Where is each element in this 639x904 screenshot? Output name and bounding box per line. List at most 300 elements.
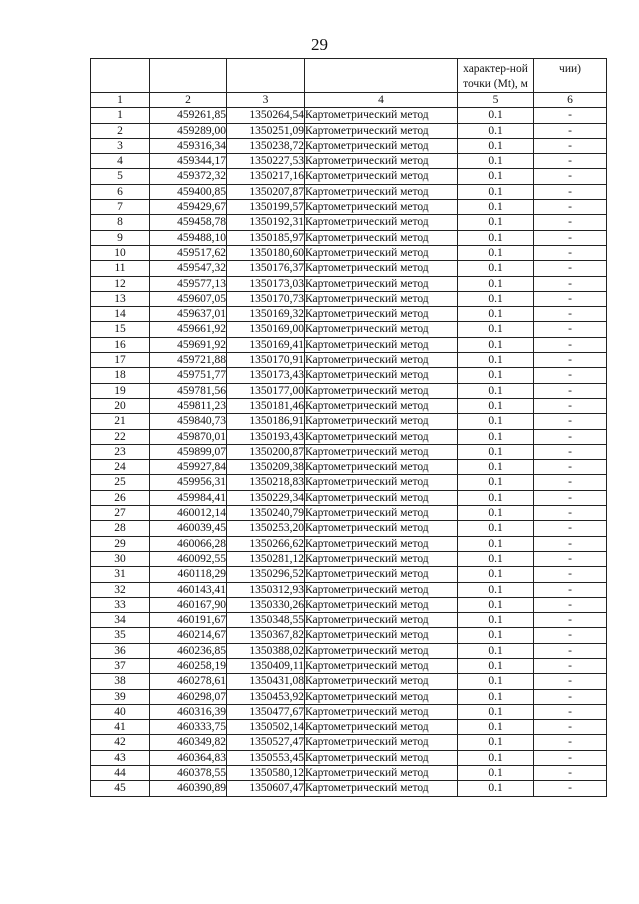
table-row	[91, 245, 607, 260]
point-number-cell: 33	[91, 597, 150, 612]
table-row	[91, 398, 607, 413]
point-number-cell: 44	[91, 766, 150, 781]
coordinate-y-cell: 1350251,09	[227, 123, 305, 138]
coordinate-x-cell: 460191,67	[150, 613, 227, 628]
method-cell: Картометрический метод	[305, 720, 458, 735]
header-cell-1	[91, 59, 150, 93]
method-cell: Картометрический метод	[305, 414, 458, 429]
coordinate-x-cell: 459517,62	[150, 245, 227, 260]
method-cell: Картометрический метод	[305, 506, 458, 521]
coordinate-y-cell: 1350170,73	[227, 291, 305, 306]
accuracy-cell: 0.1	[458, 368, 534, 383]
accuracy-cell: 0.1	[458, 383, 534, 398]
note-cell: -	[534, 307, 607, 322]
note-cell: -	[534, 123, 607, 138]
point-number-cell: 31	[91, 567, 150, 582]
point-number-cell: 21	[91, 414, 150, 429]
note-cell: -	[534, 368, 607, 383]
point-number-cell: 39	[91, 689, 150, 704]
method-cell: Картометрический метод	[305, 689, 458, 704]
coordinate-x-cell: 460378,55	[150, 766, 227, 781]
note-cell: -	[534, 689, 607, 704]
note-cell: -	[534, 261, 607, 276]
note-cell: -	[534, 781, 607, 796]
method-cell: Картометрический метод	[305, 200, 458, 215]
accuracy-cell: 0.1	[458, 735, 534, 750]
method-cell: Картометрический метод	[305, 138, 458, 153]
accuracy-cell: 0.1	[458, 215, 534, 230]
coordinate-x-cell: 459429,67	[150, 200, 227, 215]
coordinate-x-cell: 460236,85	[150, 643, 227, 658]
coordinate-y-cell: 1350527,47	[227, 735, 305, 750]
coordinate-y-cell: 1350186,91	[227, 414, 305, 429]
accuracy-cell: 0.1	[458, 291, 534, 306]
coordinate-y-cell: 1350580,12	[227, 766, 305, 781]
header-cell-3	[227, 59, 305, 93]
note-cell: -	[534, 506, 607, 521]
coordinate-y-cell: 1350218,83	[227, 475, 305, 490]
header-cell-5: характер-ной точки (Mt), м	[458, 59, 534, 93]
header-cell-6: чии)	[534, 59, 607, 93]
table-row	[91, 123, 607, 138]
accuracy-cell: 0.1	[458, 200, 534, 215]
method-cell: Картометрический метод	[305, 490, 458, 505]
point-number-cell: 18	[91, 368, 150, 383]
coordinate-x-cell: 459458,78	[150, 215, 227, 230]
coordinate-y-cell: 1350169,41	[227, 337, 305, 352]
note-cell: -	[534, 215, 607, 230]
table-row	[91, 215, 607, 230]
coordinate-x-cell: 460143,41	[150, 582, 227, 597]
accuracy-cell: 0.1	[458, 506, 534, 521]
coordinate-y-cell: 1350173,03	[227, 276, 305, 291]
note-cell: -	[534, 154, 607, 169]
point-number-cell: 7	[91, 200, 150, 215]
coordinate-y-cell: 1350227,53	[227, 154, 305, 169]
table-row	[91, 781, 607, 796]
coordinate-x-cell: 459547,32	[150, 261, 227, 276]
accuracy-cell: 0.1	[458, 169, 534, 184]
point-number-cell: 5	[91, 169, 150, 184]
method-cell: Картометрический метод	[305, 460, 458, 475]
coordinate-y-cell: 1350330,26	[227, 597, 305, 612]
note-cell: -	[534, 597, 607, 612]
point-number-cell: 14	[91, 307, 150, 322]
method-cell: Картометрический метод	[305, 766, 458, 781]
accuracy-cell: 0.1	[458, 567, 534, 582]
note-cell: -	[534, 674, 607, 689]
accuracy-cell: 0.1	[458, 658, 534, 673]
point-number-cell: 38	[91, 674, 150, 689]
accuracy-cell: 0.1	[458, 398, 534, 413]
note-cell: -	[534, 138, 607, 153]
accuracy-cell: 0.1	[458, 582, 534, 597]
table-row	[91, 720, 607, 735]
accuracy-cell: 0.1	[458, 490, 534, 505]
accuracy-cell: 0.1	[458, 307, 534, 322]
method-cell: Картометрический метод	[305, 245, 458, 260]
point-number-cell: 17	[91, 353, 150, 368]
coordinate-x-cell: 460167,90	[150, 597, 227, 612]
table-row	[91, 567, 607, 582]
coordinate-x-cell: 460012,14	[150, 506, 227, 521]
point-number-cell: 29	[91, 536, 150, 551]
table-row	[91, 704, 607, 719]
point-number-cell: 26	[91, 490, 150, 505]
method-cell: Картометрический метод	[305, 383, 458, 398]
coordinate-y-cell: 1350296,52	[227, 567, 305, 582]
accuracy-cell: 0.1	[458, 750, 534, 765]
point-number-cell: 4	[91, 154, 150, 169]
accuracy-cell: 0.1	[458, 261, 534, 276]
coordinate-y-cell: 1350180,60	[227, 245, 305, 260]
accuracy-cell: 0.1	[458, 781, 534, 796]
table-row	[91, 444, 607, 459]
point-number-cell: 45	[91, 781, 150, 796]
accuracy-cell: 0.1	[458, 154, 534, 169]
accuracy-cell: 0.1	[458, 720, 534, 735]
accuracy-cell: 0.1	[458, 414, 534, 429]
column-number-row	[91, 93, 607, 108]
point-number-cell: 28	[91, 521, 150, 536]
table-row	[91, 506, 607, 521]
method-cell: Картометрический метод	[305, 154, 458, 169]
column-number: 4	[305, 93, 458, 108]
method-cell: Картометрический метод	[305, 276, 458, 291]
page-number: 29	[311, 35, 328, 54]
note-cell: -	[534, 720, 607, 735]
method-cell: Картометрический метод	[305, 597, 458, 612]
point-number-cell: 41	[91, 720, 150, 735]
coordinate-y-cell: 1350217,16	[227, 169, 305, 184]
table-row	[91, 383, 607, 398]
note-cell: -	[534, 613, 607, 628]
coordinate-x-cell: 460258,19	[150, 658, 227, 673]
coordinate-x-cell: 459781,56	[150, 383, 227, 398]
accuracy-cell: 0.1	[458, 613, 534, 628]
coordinate-x-cell: 459637,01	[150, 307, 227, 322]
table-row	[91, 154, 607, 169]
coordinate-x-cell: 460092,55	[150, 551, 227, 566]
note-cell: -	[534, 475, 607, 490]
note-cell: -	[534, 444, 607, 459]
coordinate-y-cell: 1350431,08	[227, 674, 305, 689]
coordinate-y-cell: 1350453,92	[227, 689, 305, 704]
method-cell: Картометрический метод	[305, 322, 458, 337]
coordinate-y-cell: 1350181,46	[227, 398, 305, 413]
note-cell: -	[534, 582, 607, 597]
coordinate-x-cell: 459488,10	[150, 230, 227, 245]
coordinate-x-cell: 459721,88	[150, 353, 227, 368]
table-row	[91, 597, 607, 612]
coordinate-x-cell: 460349,82	[150, 735, 227, 750]
accuracy-cell: 0.1	[458, 337, 534, 352]
method-cell: Картометрический метод	[305, 184, 458, 199]
note-cell: -	[534, 429, 607, 444]
coordinate-y-cell: 1350240,79	[227, 506, 305, 521]
method-cell: Картометрический метод	[305, 444, 458, 459]
table-row	[91, 735, 607, 750]
method-cell: Картометрический метод	[305, 781, 458, 796]
coordinate-x-cell: 459691,92	[150, 337, 227, 352]
header-cell-4	[305, 59, 458, 93]
method-cell: Картометрический метод	[305, 551, 458, 566]
method-cell: Картометрический метод	[305, 307, 458, 322]
accuracy-cell: 0.1	[458, 108, 534, 123]
coordinate-x-cell: 459661,92	[150, 322, 227, 337]
note-cell: -	[534, 337, 607, 352]
accuracy-cell: 0.1	[458, 674, 534, 689]
note-cell: -	[534, 398, 607, 413]
table-row	[91, 184, 607, 199]
method-cell: Картометрический метод	[305, 536, 458, 551]
method-cell: Картометрический метод	[305, 337, 458, 352]
note-cell: -	[534, 704, 607, 719]
point-number-cell: 19	[91, 383, 150, 398]
coordinate-y-cell: 1350348,55	[227, 613, 305, 628]
column-number: 5	[458, 93, 534, 108]
method-cell: Картометрический метод	[305, 475, 458, 490]
note-cell: -	[534, 414, 607, 429]
coordinate-y-cell: 1350199,57	[227, 200, 305, 215]
point-number-cell: 3	[91, 138, 150, 153]
accuracy-cell: 0.1	[458, 628, 534, 643]
note-cell: -	[534, 108, 607, 123]
table-row	[91, 108, 607, 123]
table-row	[91, 536, 607, 551]
point-number-cell: 35	[91, 628, 150, 643]
point-number-cell: 6	[91, 184, 150, 199]
coordinate-x-cell: 459577,13	[150, 276, 227, 291]
coordinate-x-cell: 459316,34	[150, 138, 227, 153]
table-row	[91, 475, 607, 490]
method-cell: Картометрический метод	[305, 613, 458, 628]
table-row	[91, 689, 607, 704]
point-number-cell: 27	[91, 506, 150, 521]
coordinate-x-cell: 460066,28	[150, 536, 227, 551]
coordinate-x-cell: 459372,32	[150, 169, 227, 184]
coordinate-y-cell: 1350312,93	[227, 582, 305, 597]
point-number-cell: 40	[91, 704, 150, 719]
coordinate-x-cell: 460278,61	[150, 674, 227, 689]
accuracy-cell: 0.1	[458, 184, 534, 199]
table-row	[91, 766, 607, 781]
coordinate-y-cell: 1350388,02	[227, 643, 305, 658]
coordinate-x-cell: 460214,67	[150, 628, 227, 643]
coordinate-y-cell: 1350200,87	[227, 444, 305, 459]
note-cell: -	[534, 490, 607, 505]
column-number: 2	[150, 93, 227, 108]
coordinate-y-cell: 1350185,97	[227, 230, 305, 245]
table-row	[91, 200, 607, 215]
note-cell: -	[534, 383, 607, 398]
coordinate-y-cell: 1350607,47	[227, 781, 305, 796]
note-cell: -	[534, 628, 607, 643]
note-cell: -	[534, 735, 607, 750]
method-cell: Картометрический метод	[305, 628, 458, 643]
point-number-cell: 43	[91, 750, 150, 765]
note-cell: -	[534, 184, 607, 199]
header-cell-2	[150, 59, 227, 93]
accuracy-cell: 0.1	[458, 475, 534, 490]
method-cell: Картометрический метод	[305, 643, 458, 658]
point-number-cell: 37	[91, 658, 150, 673]
accuracy-cell: 0.1	[458, 766, 534, 781]
method-cell: Картометрический метод	[305, 353, 458, 368]
note-cell: -	[534, 750, 607, 765]
method-cell: Картометрический метод	[305, 735, 458, 750]
coordinate-y-cell: 1350477,67	[227, 704, 305, 719]
accuracy-cell: 0.1	[458, 704, 534, 719]
point-number-cell: 13	[91, 291, 150, 306]
method-cell: Картометрический метод	[305, 429, 458, 444]
coordinate-x-cell: 459811,23	[150, 398, 227, 413]
method-cell: Картометрический метод	[305, 291, 458, 306]
note-cell: -	[534, 567, 607, 582]
table-row	[91, 582, 607, 597]
coordinate-y-cell: 1350170,91	[227, 353, 305, 368]
coordinate-x-cell: 459870,01	[150, 429, 227, 444]
note-cell: -	[534, 291, 607, 306]
coordinate-x-cell: 459956,31	[150, 475, 227, 490]
coordinate-x-cell: 459984,41	[150, 490, 227, 505]
coordinate-y-cell: 1350264,54	[227, 108, 305, 123]
point-number-cell: 36	[91, 643, 150, 658]
accuracy-cell: 0.1	[458, 689, 534, 704]
coordinate-x-cell: 459927,84	[150, 460, 227, 475]
coordinate-x-cell: 459400,85	[150, 184, 227, 199]
accuracy-cell: 0.1	[458, 597, 534, 612]
point-number-cell: 24	[91, 460, 150, 475]
method-cell: Картометрический метод	[305, 674, 458, 689]
table-row	[91, 643, 607, 658]
coordinate-x-cell: 459607,05	[150, 291, 227, 306]
table-row	[91, 169, 607, 184]
method-cell: Картометрический метод	[305, 123, 458, 138]
coordinate-y-cell: 1350193,43	[227, 429, 305, 444]
table-row	[91, 276, 607, 291]
coordinate-x-cell: 459261,85	[150, 108, 227, 123]
accuracy-cell: 0.1	[458, 353, 534, 368]
coordinate-y-cell: 1350253,20	[227, 521, 305, 536]
method-cell: Картометрический метод	[305, 230, 458, 245]
table-row	[91, 460, 607, 475]
accuracy-cell: 0.1	[458, 123, 534, 138]
point-number-cell: 8	[91, 215, 150, 230]
accuracy-cell: 0.1	[458, 536, 534, 551]
table-row	[91, 628, 607, 643]
note-cell: -	[534, 322, 607, 337]
method-cell: Картометрический метод	[305, 704, 458, 719]
table-row	[91, 307, 607, 322]
point-number-cell: 25	[91, 475, 150, 490]
coordinate-x-cell: 459840,73	[150, 414, 227, 429]
column-number: 1	[91, 93, 150, 108]
accuracy-cell: 0.1	[458, 444, 534, 459]
note-cell: -	[534, 245, 607, 260]
accuracy-cell: 0.1	[458, 429, 534, 444]
method-cell: Картометрический метод	[305, 261, 458, 276]
table-row	[91, 551, 607, 566]
table-row	[91, 521, 607, 536]
coordinate-x-cell: 459344,17	[150, 154, 227, 169]
coordinate-y-cell: 1350281,12	[227, 551, 305, 566]
coordinate-x-cell: 460298,07	[150, 689, 227, 704]
table-row	[91, 674, 607, 689]
point-number-cell: 22	[91, 429, 150, 444]
table-row	[91, 337, 607, 352]
coordinate-y-cell: 1350192,31	[227, 215, 305, 230]
note-cell: -	[534, 521, 607, 536]
note-cell: -	[534, 536, 607, 551]
coordinate-y-cell: 1350553,45	[227, 750, 305, 765]
table-row	[91, 261, 607, 276]
method-cell: Картометрический метод	[305, 398, 458, 413]
accuracy-cell: 0.1	[458, 551, 534, 566]
point-number-cell: 11	[91, 261, 150, 276]
coordinate-x-cell: 459289,00	[150, 123, 227, 138]
coordinate-x-cell: 460118,29	[150, 567, 227, 582]
point-number-cell: 20	[91, 398, 150, 413]
table-row	[91, 490, 607, 505]
column-number: 6	[534, 93, 607, 108]
accuracy-cell: 0.1	[458, 322, 534, 337]
accuracy-cell: 0.1	[458, 521, 534, 536]
point-number-cell: 30	[91, 551, 150, 566]
method-cell: Картометрический метод	[305, 567, 458, 582]
method-cell: Картометрический метод	[305, 658, 458, 673]
column-number: 3	[227, 93, 305, 108]
note-cell: -	[534, 551, 607, 566]
point-number-cell: 2	[91, 123, 150, 138]
method-cell: Картометрический метод	[305, 368, 458, 383]
table-row	[91, 658, 607, 673]
coordinate-y-cell: 1350169,32	[227, 307, 305, 322]
coordinate-x-cell: 460316,39	[150, 704, 227, 719]
coordinate-x-cell: 460390,89	[150, 781, 227, 796]
table-row	[91, 414, 607, 429]
accuracy-cell: 0.1	[458, 276, 534, 291]
point-number-cell: 15	[91, 322, 150, 337]
point-number-cell: 34	[91, 613, 150, 628]
table-row	[91, 230, 607, 245]
table-row	[91, 322, 607, 337]
accuracy-cell: 0.1	[458, 138, 534, 153]
method-cell: Картометрический метод	[305, 215, 458, 230]
coordinate-y-cell: 1350207,87	[227, 184, 305, 199]
note-cell: -	[534, 766, 607, 781]
point-number-cell: 23	[91, 444, 150, 459]
note-cell: -	[534, 276, 607, 291]
coordinate-y-cell: 1350409,11	[227, 658, 305, 673]
point-number-cell: 9	[91, 230, 150, 245]
note-cell: -	[534, 200, 607, 215]
table-row	[91, 353, 607, 368]
note-cell: -	[534, 643, 607, 658]
point-number-cell: 32	[91, 582, 150, 597]
table-row	[91, 138, 607, 153]
note-cell: -	[534, 353, 607, 368]
table-row	[91, 613, 607, 628]
coordinate-y-cell: 1350229,34	[227, 490, 305, 505]
coordinate-y-cell: 1350169,00	[227, 322, 305, 337]
method-cell: Картометрический метод	[305, 750, 458, 765]
coordinate-y-cell: 1350502,14	[227, 720, 305, 735]
method-cell: Картометрический метод	[305, 108, 458, 123]
note-cell: -	[534, 169, 607, 184]
coordinate-x-cell: 459899,07	[150, 444, 227, 459]
method-cell: Картометрический метод	[305, 582, 458, 597]
